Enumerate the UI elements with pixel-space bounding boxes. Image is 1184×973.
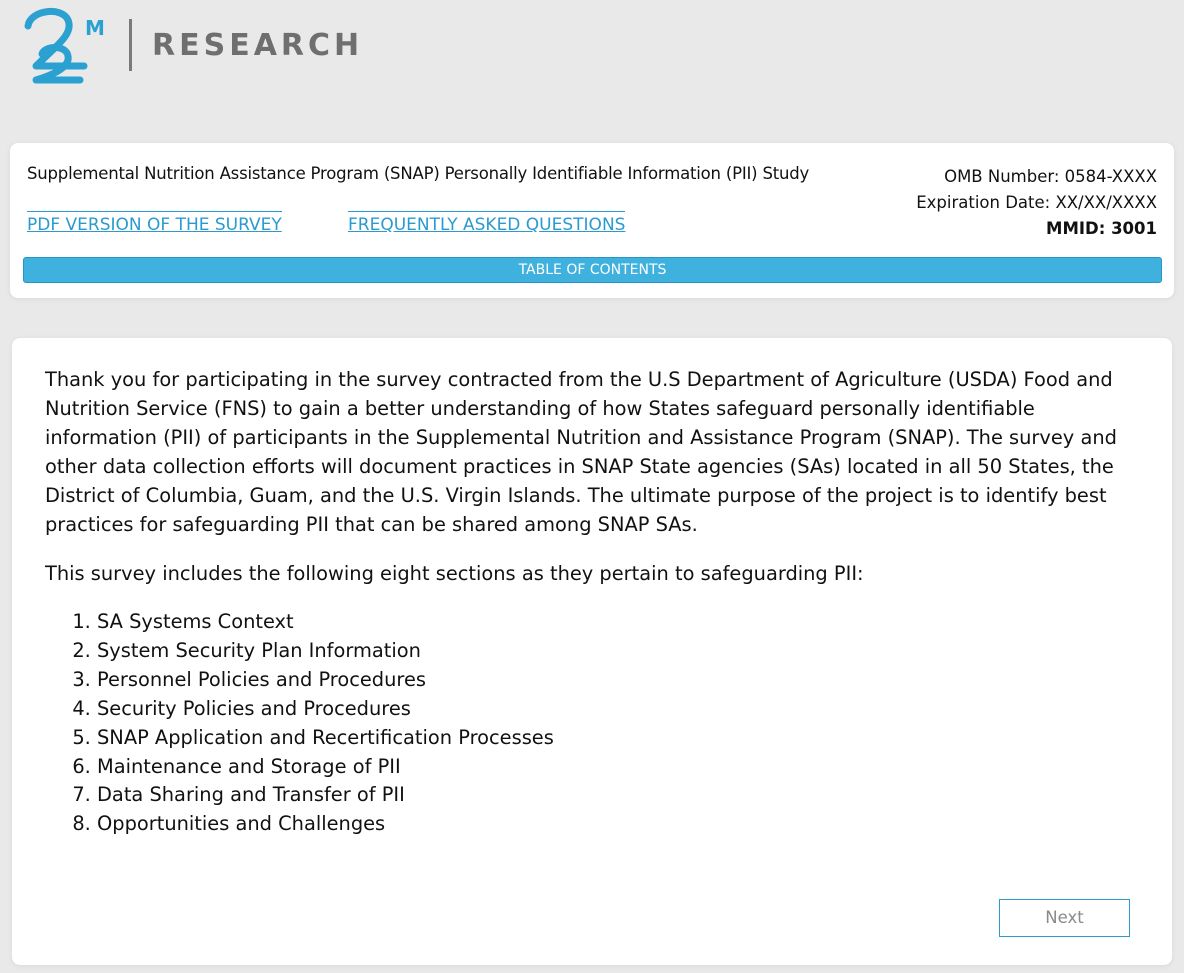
logo-2-glyph-icon [22, 4, 122, 86]
survey-meta [916, 164, 1157, 242]
list-item: 8. Opportunities and Challenges [97, 810, 1139, 839]
logo-superscript: M [85, 16, 105, 40]
expiration-date: Expiration Date: XX/XX/XXXX [916, 193, 1157, 212]
company-logo [22, 4, 363, 86]
logo-wordmark: RESEARCH [152, 27, 364, 63]
pdf-version-link[interactable]: PDF VERSION OF THE SURVEY [27, 211, 282, 235]
sections-list [45, 608, 1139, 839]
study-title: Supplemental Nutrition Assistance Program (SNAP) Personally Identifiable Information (PII) Study [27, 164, 810, 183]
table-of-contents-button[interactable]: TABLE OF CONTENTS [23, 257, 1162, 283]
survey-intro-card [12, 338, 1172, 965]
sections-lead: This survey includes the following eight sections as they pertain to safeguarding PII: [45, 562, 864, 585]
logo-divider [129, 19, 132, 71]
list-item: 5. SNAP Application and Recertification Processes [97, 724, 1139, 753]
mmid: MMID: 3001 [1046, 219, 1157, 238]
omb-number: OMB Number: 0584-XXXX [944, 167, 1157, 186]
list-item: 7. Data Sharing and Transfer of PII [97, 781, 1139, 810]
list-item: 4. Security Policies and Procedures [97, 695, 1139, 724]
list-item: 2. System Security Plan Information [97, 637, 1139, 666]
survey-header-card [10, 143, 1174, 298]
next-button[interactable]: Next [999, 899, 1130, 937]
faq-link[interactable]: FREQUENTLY ASKED QUESTIONS [348, 211, 625, 235]
list-item: 6. Maintenance and Storage of PII [97, 753, 1139, 782]
intro-paragraph: Thank you for participating in the survey contracted from the U.S Department of Agriculture (USDA) Food and Nutrition Service (FNS) to gain a better understanding of how States safeguard personally identifiable information (PII) of participants in the Supplemental Nutrition and Assistance Program (SNAP). The survey and other data collection efforts will document practices in SNAP State agencies (SAs) located in all 50 States, the District of Columbia, Guam, and the U.S. Virgin Islands. The ultimate purpose of the project is to identify best practices for safeguarding PII that can be shared among SNAP SAs. [45, 368, 1117, 536]
list-item: 1. SA Systems Context [97, 608, 1139, 637]
logo-2m-mark [22, 4, 122, 86]
list-item: 3. Personnel Policies and Procedures [97, 666, 1139, 695]
